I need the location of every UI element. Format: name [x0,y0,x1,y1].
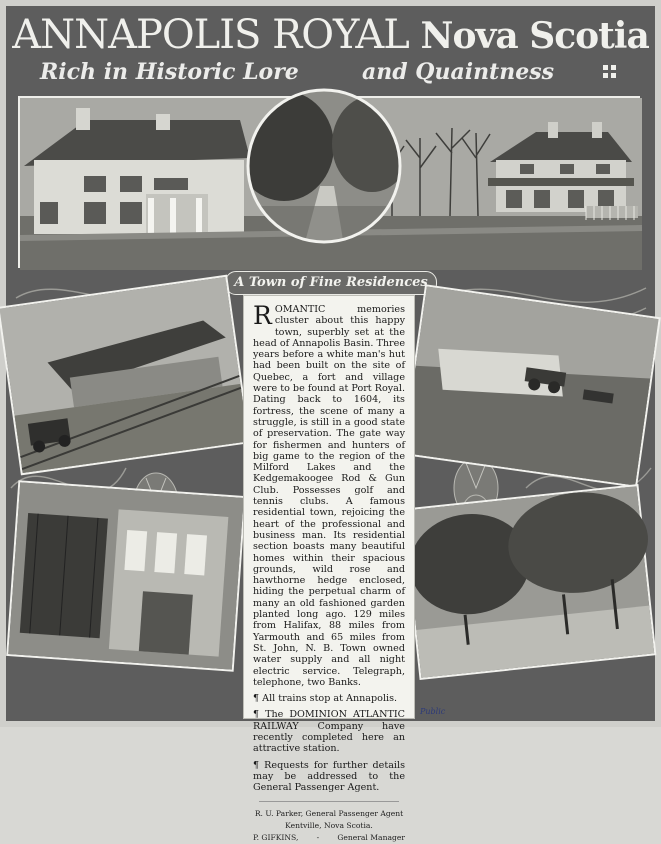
four-square-ornament-icon [603,65,617,79]
trees-photo [402,484,657,680]
intro-text: OMANTIC memories cluster about this happy town, superbly set at the head of Annapolis Basin. Three years before a white man's hut had been built on the site of Quebec, a fort and village were to be found at Port Royal. Dating back to 1604, its fortress, the scene of many a struggle, is still in a good state of preservation. The gate way for fishermen and hunters of big game to the region of the Milford Lakes and the Kedgemakoogee Rod & Gun Club. Possesses golf and tennis clubs. A famous residential town, rejoicing the heart of the professional and business man. Its residential section boasts many beautiful homes within their spacious grounds, wild rose and hawthorne hedge enclosed, hiding the perpetual charm of many an old fashioned garden planted long ago. 129 miles from Halifax, 88 miles from Yarmouth and 65 miles from St. John, N. B. Town owned water supply and all night electric service. Telegraph, telephone, two Banks. [253,304,405,688]
contact-footer [253,808,405,844]
manager-line [253,832,405,844]
title-region: Nova Scotia [420,15,649,57]
requests-paragraph: ¶ Requests for further details may be addressed to the General Passenger Agent. [253,759,405,794]
agent-line: R. U. Parker, General Passenger Agent [254,809,404,819]
manager-separator: - [316,833,320,843]
intro-paragraph [253,301,405,688]
station-interior-illustration [8,482,243,669]
library-stamp: Public [420,707,446,716]
manager-role: General Manager [337,833,405,843]
location-line: Kentville, Nova Scotia. [285,821,373,831]
subtitle-left: Rich in Historic Lore [40,59,299,85]
fort-photo [401,284,661,487]
description-panel [243,295,415,843]
fort-illustration [403,287,658,486]
oval-avenue-photo [244,86,404,246]
page-title [0,12,661,59]
trees-illustration [404,486,654,678]
drop-cap: R [253,301,272,330]
manager-name: P. GIFKINS, [253,833,299,843]
trains-paragraph: ¶ All trains stop at Annapolis. [253,693,398,705]
divider [259,801,399,802]
railway-station-illustration [0,277,248,473]
subtitle-right: and Quaintness [362,59,554,85]
railway-station-photo [0,275,251,476]
title-main: ANNAPOLIS ROYAL [12,12,409,58]
section-banner: A Town of Fine Residences [225,271,437,295]
station-paragraph: ¶ The DOMINION ATLANTIC RAILWAY Company have recently completed here an attractive station. [253,709,405,755]
station-interior-photo [6,480,246,671]
